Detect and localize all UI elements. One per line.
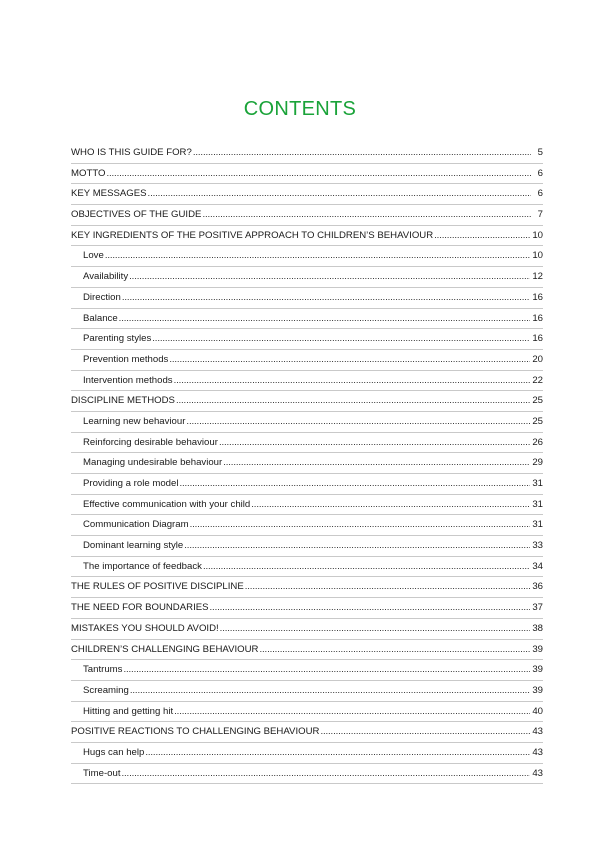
toc-entry-page-number: 10 <box>532 250 543 262</box>
toc-entry-label: Effective communication with your child <box>83 498 251 510</box>
toc-entry-page-number: 40 <box>532 705 543 717</box>
toc-entry-label: Tantrums <box>83 664 123 676</box>
toc-entry-label: THE RULES OF POSITIVE DISCIPLINE <box>71 581 244 593</box>
toc-entry[interactable] <box>71 702 543 723</box>
toc-entry-label: Balance <box>83 312 118 324</box>
toc-entry-label: MOTTO <box>71 167 106 179</box>
toc-entry-label: Availability <box>83 271 129 283</box>
toc-entry-page-number: 20 <box>532 353 543 365</box>
toc-entry-label: Communication Diagram <box>83 519 189 531</box>
toc-entry-label: Hitting and getting hit <box>83 705 174 717</box>
toc-entry-page-number: 38 <box>532 622 543 634</box>
toc-entry-label: Learning new behaviour <box>83 415 186 427</box>
toc-entry[interactable] <box>71 764 543 785</box>
toc-entry[interactable] <box>71 515 543 536</box>
toc-entry[interactable] <box>71 495 543 516</box>
toc-entry-label: Direction <box>83 291 121 303</box>
toc-entry-page-number: 16 <box>532 333 543 345</box>
toc-entry-page-number: 43 <box>532 726 543 738</box>
dot-leader <box>259 640 530 661</box>
toc-entry[interactable] <box>71 557 543 578</box>
toc-entry-page-number: 5 <box>537 147 543 158</box>
toc-entry-page-number: 10 <box>532 229 543 241</box>
dot-leader <box>174 702 530 723</box>
toc-entry[interactable] <box>71 143 543 164</box>
toc-entry-label: Hugs can help <box>83 746 145 758</box>
toc-entry-label: Providing a role model <box>83 478 179 489</box>
toc-entry[interactable] <box>71 267 543 288</box>
toc-entry-label: Parenting styles <box>83 333 152 345</box>
toc-entry-page-number: 39 <box>532 684 543 696</box>
dot-leader <box>245 577 531 598</box>
dot-leader <box>122 288 530 309</box>
toc-entry-label: Intervention methods <box>83 374 173 386</box>
toc-entry-page-number: 26 <box>532 436 543 448</box>
toc-entry[interactable] <box>71 474 543 495</box>
toc-entry-page-number: 6 <box>537 188 543 200</box>
toc-entry[interactable] <box>71 536 543 557</box>
dot-leader <box>210 598 531 619</box>
toc-entry-page-number: 16 <box>532 291 543 303</box>
toc-entry-page-number: 43 <box>532 746 543 758</box>
toc-entry-label: MISTAKES YOU SHOULD AVOID! <box>71 622 219 634</box>
toc-entry[interactable] <box>71 681 543 702</box>
toc-entry-page-number: 39 <box>532 643 543 655</box>
toc-entry-label: Love <box>83 250 104 262</box>
toc-entry[interactable] <box>71 309 543 330</box>
toc-entry-page-number: 22 <box>532 374 543 386</box>
toc-entry-page-number: 33 <box>532 540 543 552</box>
dot-leader <box>190 515 531 536</box>
dot-leader <box>251 495 530 516</box>
toc-entry-page-number: 6 <box>537 167 543 179</box>
toc-entry-page-number: 29 <box>532 457 543 469</box>
toc-entry-label: KEY INGREDIENTS OF THE POSITIVE APPROACH TO CHILDREN’S BEHAVIOUR <box>71 229 434 241</box>
dot-leader <box>130 681 530 702</box>
dot-leader <box>179 474 530 495</box>
toc-entry-page-number: 31 <box>532 519 543 531</box>
dot-leader <box>122 764 531 785</box>
toc-entry[interactable] <box>71 660 543 681</box>
toc-entry[interactable] <box>71 577 543 598</box>
dot-leader <box>219 433 530 454</box>
toc-entry[interactable] <box>71 350 543 371</box>
dot-leader <box>223 453 530 474</box>
dot-leader <box>184 536 530 557</box>
dot-leader <box>193 143 531 164</box>
toc-entry[interactable] <box>71 412 543 433</box>
toc-entry[interactable] <box>71 598 543 619</box>
dot-leader <box>123 660 530 681</box>
dot-leader <box>145 743 530 764</box>
dot-leader <box>169 350 530 371</box>
toc-entry[interactable] <box>71 619 543 640</box>
toc-entry-label: Screaming <box>83 684 129 696</box>
dot-leader <box>434 226 530 247</box>
toc-entry[interactable] <box>71 453 543 474</box>
toc-entry-page-number: 12 <box>532 271 543 283</box>
toc-entry-page-number: 25 <box>532 395 543 407</box>
toc-entry[interactable] <box>71 164 543 185</box>
dot-leader <box>106 164 531 185</box>
dot-leader <box>119 309 531 330</box>
toc-entry[interactable] <box>71 329 543 350</box>
toc-entry-label: DISCIPLINE METHODS <box>71 395 175 407</box>
table-of-contents <box>71 143 543 784</box>
toc-entry-label: WHO IS THIS GUIDE FOR? <box>71 147 192 158</box>
toc-entry-label: Reinforcing desirable behaviour <box>83 436 218 448</box>
toc-entry-page-number: 16 <box>532 312 543 324</box>
dot-leader <box>129 267 530 288</box>
toc-entry-page-number: 25 <box>532 415 543 427</box>
dot-leader <box>105 246 531 267</box>
dot-leader <box>176 391 530 412</box>
toc-entry-label: KEY MESSAGES <box>71 188 147 200</box>
dot-leader <box>148 184 531 205</box>
toc-entry-label: Time-out <box>83 767 121 779</box>
toc-entry-label: THE NEED FOR BOUNDARIES <box>71 602 209 614</box>
toc-entry[interactable] <box>71 391 543 412</box>
page-title: CONTENTS <box>243 98 357 120</box>
dot-leader <box>174 371 531 392</box>
toc-entry-label: Managing undesirable behaviour <box>83 457 223 469</box>
toc-entry[interactable] <box>71 433 543 454</box>
toc-entry-label: CHILDREN’S CHALLENGING BEHAVIOUR <box>71 643 259 655</box>
toc-entry-page-number: 31 <box>532 498 543 510</box>
toc-entry-page-number: 39 <box>532 664 543 676</box>
toc-entry-page-number: 43 <box>532 767 543 779</box>
toc-entry-label: Dominant learning style <box>83 540 184 552</box>
toc-entry-label: OBJECTIVES OF THE GUIDE <box>71 209 202 221</box>
toc-entry[interactable] <box>71 722 543 743</box>
toc-entry-label: POSITIVE REACTIONS TO CHALLENGING BEHAVIOUR <box>71 726 320 738</box>
toc-entry[interactable] <box>71 640 543 661</box>
dot-leader <box>152 329 530 350</box>
dot-leader <box>320 722 530 743</box>
dot-leader <box>203 557 530 578</box>
toc-entry[interactable] <box>71 371 543 392</box>
dot-leader <box>220 619 531 640</box>
toc-entry[interactable] <box>71 205 543 226</box>
toc-entry-page-number: 36 <box>532 581 543 593</box>
toc-entry[interactable] <box>71 743 543 764</box>
dot-leader <box>202 205 531 226</box>
toc-entry-page-number: 34 <box>532 560 543 572</box>
toc-entry-page-number: 31 <box>532 478 543 489</box>
toc-entry-page-number: 7 <box>537 209 543 221</box>
toc-entry-label: Prevention methods <box>83 353 169 365</box>
toc-entry[interactable] <box>71 246 543 267</box>
toc-entry-label: The importance of feedback <box>83 560 202 572</box>
toc-entry[interactable] <box>71 226 543 247</box>
dot-leader <box>186 412 530 433</box>
toc-entry[interactable] <box>71 184 543 205</box>
toc-entry[interactable] <box>71 288 543 309</box>
toc-entry-page-number: 37 <box>532 602 543 614</box>
